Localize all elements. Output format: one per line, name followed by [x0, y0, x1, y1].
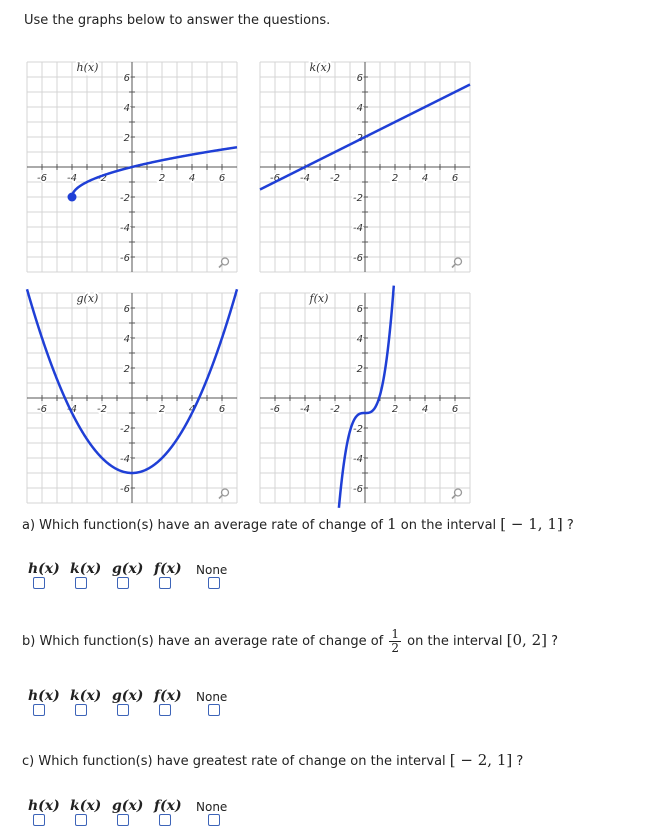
x-tick-label: -4	[67, 404, 77, 415]
zoom-icon-lens	[455, 489, 462, 496]
fraction-numerator: 1	[391, 627, 400, 641]
zoom-icon	[452, 489, 462, 499]
y-tick-label: 2	[356, 133, 363, 144]
answer-checkbox[interactable]	[75, 704, 87, 716]
x-tick-label: 4	[188, 404, 196, 415]
answer-checkbox[interactable]	[117, 577, 129, 589]
question-a	[22, 515, 574, 533]
function-label: k(x)	[309, 61, 331, 74]
graph-h	[27, 62, 237, 272]
y-tick-label: -6	[120, 484, 130, 495]
choice-label: f(x)	[154, 688, 182, 704]
x-tick-label: -4	[300, 173, 310, 184]
question-c	[22, 751, 523, 769]
choice-label: h(x)	[28, 798, 60, 814]
answer-checkbox[interactable]	[33, 704, 45, 716]
x-tick-label: 2	[158, 173, 166, 184]
x-tick-label: 4	[421, 404, 429, 415]
choice-label: g(x)	[112, 798, 144, 814]
x-tick-label: 6	[451, 173, 459, 184]
x-tick-label: -6	[270, 404, 280, 415]
graph-k	[260, 62, 470, 272]
y-tick-label: 6	[123, 73, 130, 84]
x-tick-label: 6	[218, 404, 226, 415]
x-tick-label: -4	[300, 404, 310, 415]
y-tick-label: 4	[356, 103, 363, 114]
fraction-denominator: 2	[391, 641, 400, 655]
zoom-icon	[219, 258, 229, 268]
answer-checkbox[interactable]	[117, 704, 129, 716]
question-b-suffix: ?	[546, 634, 559, 649]
y-tick-label: -6	[353, 253, 363, 264]
answer-checkbox[interactable]	[159, 704, 171, 716]
x-tick-label: 2	[158, 404, 166, 415]
answer-checkbox[interactable]	[75, 577, 87, 589]
graph-g	[27, 293, 237, 503]
x-tick-label: 6	[451, 404, 459, 415]
y-tick-label: 4	[356, 334, 363, 345]
y-tick-label: 4	[123, 103, 130, 114]
x-tick-label: 6	[218, 173, 226, 184]
y-tick-label: -6	[120, 253, 130, 264]
question-c-suffix: ?	[512, 754, 524, 769]
choice-label: None	[196, 690, 228, 704]
graph-g-svg	[27, 293, 237, 503]
question-c-prefix: c) Which function(s) have greatest rate of change on the interval	[22, 754, 450, 769]
y-tick-label: 2	[123, 364, 130, 375]
choice-label: k(x)	[70, 688, 102, 704]
question-b-fraction	[389, 628, 401, 655]
graph-f	[260, 293, 470, 503]
graph-h-svg	[27, 62, 237, 272]
zoom-icon-lens	[222, 258, 229, 265]
y-tick-label: -4	[120, 223, 130, 234]
question-a-prefix: a) Which function(s) have an average rate of change of	[22, 518, 388, 533]
choice-label: f(x)	[154, 798, 182, 814]
question-b-middle: on the interval	[403, 634, 507, 649]
y-tick-label: 6	[356, 73, 363, 84]
x-tick-label: 4	[421, 173, 429, 184]
x-tick-label: -4	[67, 173, 77, 184]
x-tick-label: -2	[97, 173, 107, 184]
choice-label: f(x)	[154, 561, 182, 577]
y-tick-label: -4	[353, 454, 363, 465]
x-tick-label: -2	[97, 404, 107, 415]
answer-checkbox[interactable]	[208, 577, 220, 589]
question-b-interval: [0, 2]	[506, 631, 547, 649]
y-tick-label: -4	[353, 223, 363, 234]
choice-label: h(x)	[28, 688, 60, 704]
y-tick-label: 2	[123, 133, 130, 144]
question-b-prefix: b) Which function(s) have an average rate of change of	[22, 634, 388, 649]
answer-checkbox[interactable]	[159, 577, 171, 589]
function-label: f(x)	[309, 292, 329, 305]
question-c-interval: [ − 2, 1]	[449, 751, 513, 769]
x-tick-label: -6	[37, 404, 47, 415]
question-a-interval: [ − 1, 1]	[500, 515, 563, 533]
y-tick-label: -2	[353, 193, 363, 204]
answer-checkbox[interactable]	[33, 577, 45, 589]
y-tick-label: -2	[353, 424, 363, 435]
answer-checkbox[interactable]	[33, 814, 45, 826]
choice-label: None	[196, 563, 228, 577]
x-tick-label: 2	[391, 404, 399, 415]
choice-label: k(x)	[70, 798, 102, 814]
answer-checkbox[interactable]	[117, 814, 129, 826]
choice-label: g(x)	[112, 688, 144, 704]
y-tick-label: 6	[123, 304, 130, 315]
graph-k-svg	[260, 62, 470, 272]
choice-label: h(x)	[28, 561, 60, 577]
y-tick-label: -2	[120, 193, 130, 204]
answer-checkbox[interactable]	[75, 814, 87, 826]
x-tick-label: -6	[37, 173, 47, 184]
y-tick-label: -4	[120, 454, 130, 465]
graph-f-svg	[260, 293, 470, 503]
answer-checkbox[interactable]	[159, 814, 171, 826]
function-curve	[339, 286, 394, 508]
zoom-icon	[219, 489, 229, 499]
answer-checkbox[interactable]	[208, 704, 220, 716]
endpoint-dot	[68, 193, 77, 202]
question-a-middle: on the interval	[396, 518, 501, 533]
y-tick-label: 6	[356, 304, 363, 315]
y-tick-label: -6	[353, 484, 363, 495]
function-curve	[72, 147, 237, 195]
question-b	[22, 628, 558, 655]
instructions: Use the graphs below to answer the questions.	[24, 13, 331, 28]
zoom-icon-lens	[455, 258, 462, 265]
answer-checkbox[interactable]	[208, 814, 220, 826]
choice-label: k(x)	[70, 561, 102, 577]
choice-label: g(x)	[112, 561, 144, 577]
choice-label: None	[196, 800, 228, 814]
x-tick-label: 2	[391, 173, 399, 184]
x-tick-label: -2	[330, 404, 340, 415]
question-a-value: 1	[387, 515, 397, 533]
question-a-suffix: ?	[562, 518, 574, 533]
zoom-icon-lens	[222, 489, 229, 496]
function-label: h(x)	[76, 61, 99, 74]
x-tick-label: 4	[188, 173, 196, 184]
x-tick-label: -6	[270, 173, 280, 184]
y-tick-label: -2	[120, 424, 130, 435]
y-tick-label: 2	[356, 364, 363, 375]
zoom-icon	[452, 258, 462, 268]
function-label: g(x)	[76, 292, 99, 305]
y-tick-label: 4	[123, 334, 130, 345]
x-tick-label: -2	[330, 173, 340, 184]
